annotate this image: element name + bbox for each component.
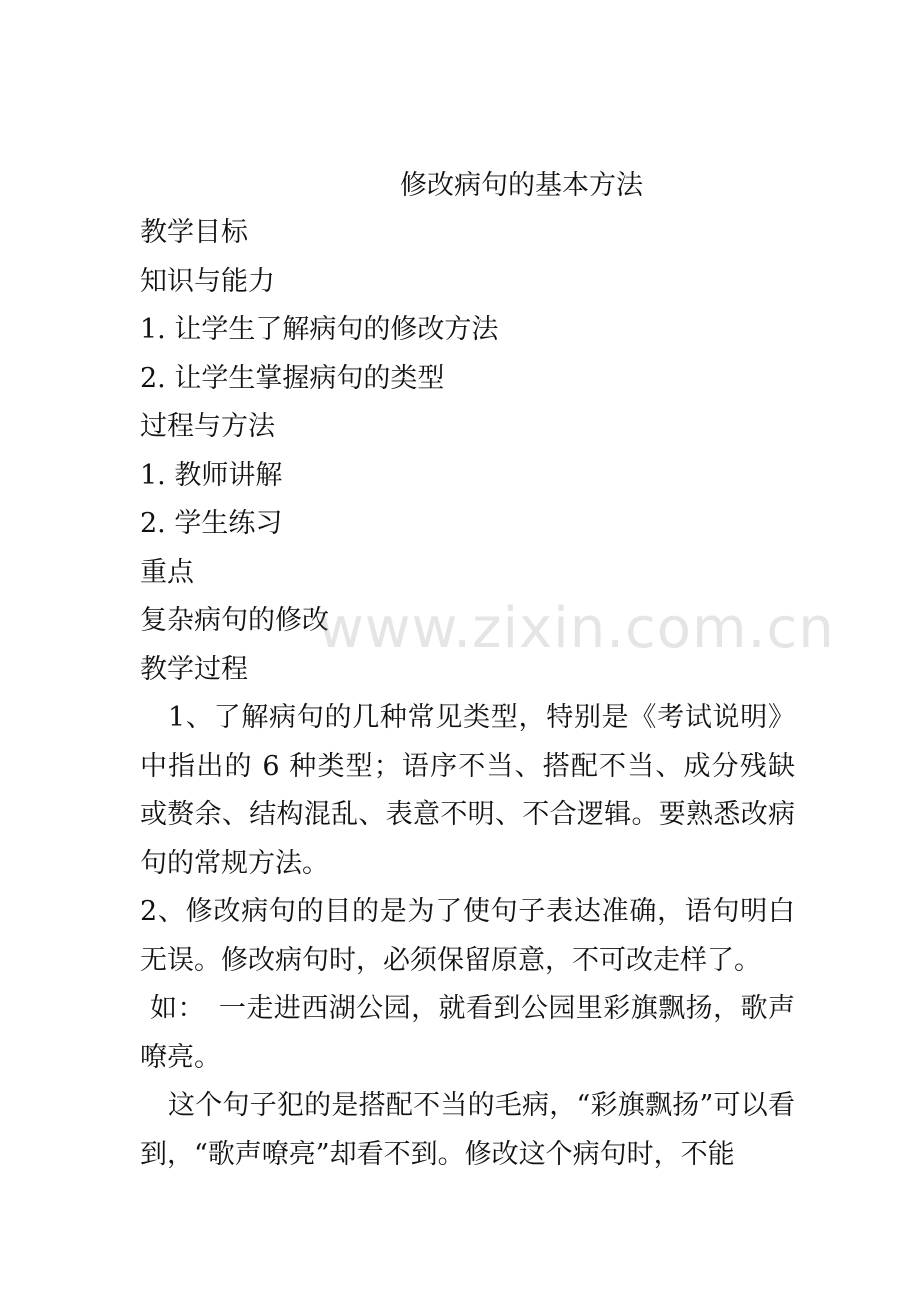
subheading-key-point: 重点: [140, 556, 194, 588]
watermark: www.zixin.com.cn: [318, 596, 835, 661]
list-item: 2. 学生练习: [140, 508, 283, 539]
paragraph-example: 如： 一走进西湖公园，就看到公园里彩旗飘扬，歌声嘹亮。: [140, 993, 795, 1073]
subheading-process-method: 过程与方法: [140, 411, 275, 442]
paragraph: 这个句子犯的是搭配不当的毛病，“彩旗飘扬”可以看到，“歌声嘹亮”却看不到。修改这个病句时，不能: [140, 1090, 795, 1170]
section-heading-process: 教学过程: [140, 653, 248, 685]
paragraph: 1、了解病句的几种常见类型，特别是《考试说明》中指出的 6 种类型；语序不当、搭配不当、成分残缺或赘余、结构混乱、表意不明、不合逻辑。要熟悉改病句的常规方法。: [140, 702, 795, 879]
key-point-text: 复杂病句的修改: [140, 605, 329, 636]
document-body: [140, 209, 795, 1179]
document-title: 修改病句的基本方法: [400, 170, 643, 201]
paragraph: 2、修改病句的目的是为了使句子表达准确，语句明白无误。修改病句时，必须保留原意，不可改走样了。: [140, 896, 795, 976]
section-heading-objectives: 教学目标: [140, 217, 248, 248]
subheading-knowledge-ability: 知识与能力: [140, 265, 275, 297]
list-item: 1. 让学生了解病句的修改方法: [140, 314, 499, 345]
list-item: 1. 教师讲解: [140, 459, 283, 491]
list-item: 2. 让学生掌握病句的类型: [140, 362, 445, 394]
